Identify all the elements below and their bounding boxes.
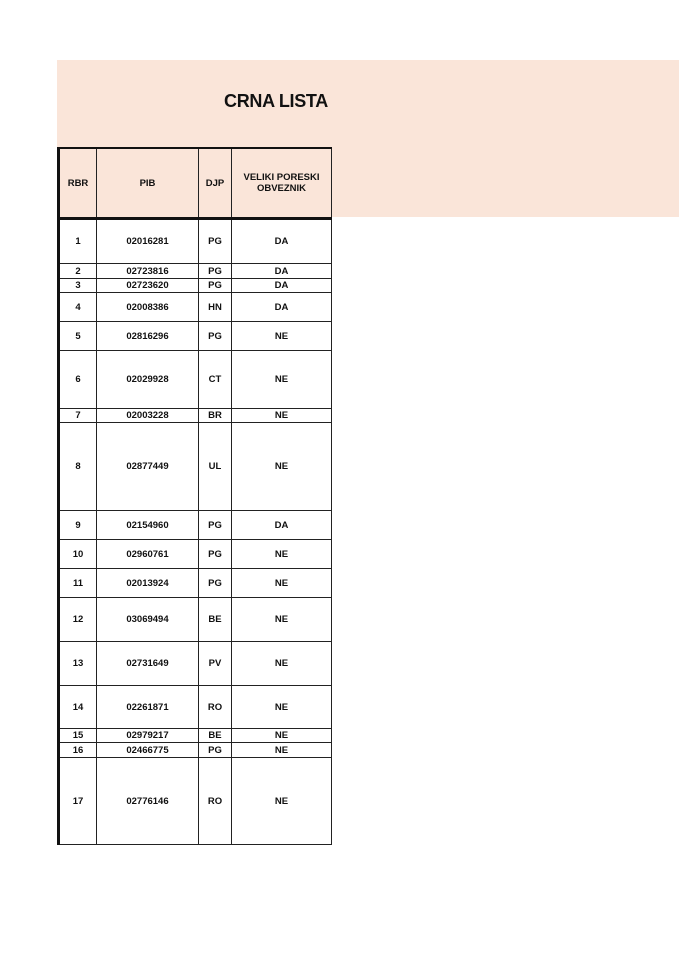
cell-rbr: 9 xyxy=(59,511,97,540)
cell-rbr: 11 xyxy=(59,569,97,598)
cell-rbr: 16 xyxy=(59,743,97,758)
cell-pib: 03069494 xyxy=(97,598,199,642)
cell-veliki-poreski-obveznik: DA xyxy=(232,279,332,293)
table-row xyxy=(59,219,332,264)
cell-pib: 02003228 xyxy=(97,409,199,423)
cell-pib: 02466775 xyxy=(97,743,199,758)
table-row xyxy=(59,598,332,642)
table-row xyxy=(59,729,332,743)
cell-rbr: 7 xyxy=(59,409,97,423)
column-header-rbr: RBR xyxy=(59,148,97,219)
cell-veliki-poreski-obveznik: NE xyxy=(232,322,332,351)
table-row xyxy=(59,351,332,409)
cell-pib: 02261871 xyxy=(97,686,199,729)
cell-pib: 02723620 xyxy=(97,279,199,293)
cell-pib: 02816296 xyxy=(97,322,199,351)
cell-rbr: 1 xyxy=(59,219,97,264)
cell-veliki-poreski-obveznik: NE xyxy=(232,729,332,743)
blacklist-table xyxy=(57,147,332,845)
cell-djp: PV xyxy=(199,642,232,686)
cell-pib: 02877449 xyxy=(97,423,199,511)
table-row xyxy=(59,686,332,729)
cell-veliki-poreski-obveznik: NE xyxy=(232,540,332,569)
table-row xyxy=(59,409,332,423)
cell-djp: PG xyxy=(199,219,232,264)
cell-rbr: 12 xyxy=(59,598,97,642)
cell-djp: RO xyxy=(199,686,232,729)
cell-pib: 02723816 xyxy=(97,264,199,279)
cell-djp: UL xyxy=(199,423,232,511)
cell-djp: PG xyxy=(199,743,232,758)
cell-veliki-poreski-obveznik: NE xyxy=(232,569,332,598)
cell-veliki-poreski-obveznik: DA xyxy=(232,511,332,540)
table-body xyxy=(59,219,332,845)
cell-veliki-poreski-obveznik: NE xyxy=(232,743,332,758)
cell-veliki-poreski-obveznik: NE xyxy=(232,351,332,409)
table-row xyxy=(59,279,332,293)
cell-djp: PG xyxy=(199,511,232,540)
cell-rbr: 14 xyxy=(59,686,97,729)
cell-veliki-poreski-obveznik: NE xyxy=(232,758,332,845)
cell-djp: PG xyxy=(199,569,232,598)
cell-djp: BE xyxy=(199,729,232,743)
cell-veliki-poreski-obveznik: DA xyxy=(232,264,332,279)
cell-djp: BR xyxy=(199,409,232,423)
column-header-pib: PIB xyxy=(97,148,199,219)
column-header-veliki-poreski-obveznik: VELIKI PORESKI OBVEZNIK xyxy=(232,148,332,219)
cell-veliki-poreski-obveznik: NE xyxy=(232,409,332,423)
cell-pib: 02960761 xyxy=(97,540,199,569)
cell-djp: BE xyxy=(199,598,232,642)
cell-veliki-poreski-obveznik: NE xyxy=(232,642,332,686)
cell-rbr: 17 xyxy=(59,758,97,845)
cell-pib: 02731649 xyxy=(97,642,199,686)
table-row xyxy=(59,293,332,322)
cell-veliki-poreski-obveznik: NE xyxy=(232,423,332,511)
table-row xyxy=(59,423,332,511)
cell-rbr: 8 xyxy=(59,423,97,511)
table-row xyxy=(59,743,332,758)
cell-rbr: 10 xyxy=(59,540,97,569)
cell-rbr: 4 xyxy=(59,293,97,322)
cell-veliki-poreski-obveznik: DA xyxy=(232,219,332,264)
cell-pib: 02979217 xyxy=(97,729,199,743)
cell-djp: PG xyxy=(199,540,232,569)
cell-djp: RO xyxy=(199,758,232,845)
cell-djp: CT xyxy=(199,351,232,409)
cell-djp: PG xyxy=(199,279,232,293)
cell-rbr: 2 xyxy=(59,264,97,279)
document-title: CRNA LISTA xyxy=(224,91,328,111)
table-row xyxy=(59,540,332,569)
cell-pib: 02029928 xyxy=(97,351,199,409)
cell-pib: 02013924 xyxy=(97,569,199,598)
cell-pib: 02154960 xyxy=(97,511,199,540)
table-row xyxy=(59,758,332,845)
table-header-row xyxy=(59,148,332,219)
cell-rbr: 6 xyxy=(59,351,97,409)
cell-veliki-poreski-obveznik: DA xyxy=(232,293,332,322)
cell-rbr: 13 xyxy=(59,642,97,686)
cell-veliki-poreski-obveznik: NE xyxy=(232,598,332,642)
cell-djp: PG xyxy=(199,264,232,279)
table-row xyxy=(59,511,332,540)
cell-pib: 02016281 xyxy=(97,219,199,264)
cell-veliki-poreski-obveznik: NE xyxy=(232,686,332,729)
table-row xyxy=(59,569,332,598)
cell-rbr: 15 xyxy=(59,729,97,743)
cell-pib: 02008386 xyxy=(97,293,199,322)
cell-rbr: 5 xyxy=(59,322,97,351)
table-row xyxy=(59,264,332,279)
cell-djp: PG xyxy=(199,322,232,351)
table-row xyxy=(59,642,332,686)
cell-pib: 02776146 xyxy=(97,758,199,845)
cell-rbr: 3 xyxy=(59,279,97,293)
column-header-djp: DJP xyxy=(199,148,232,219)
cell-djp: HN xyxy=(199,293,232,322)
table-row xyxy=(59,322,332,351)
